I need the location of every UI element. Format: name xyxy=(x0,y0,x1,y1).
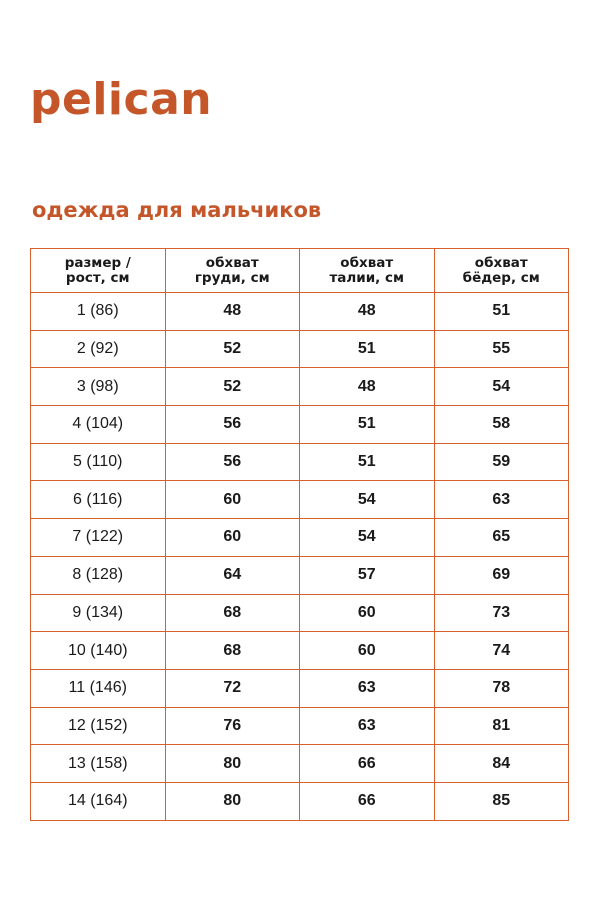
hips-cell: 74 xyxy=(434,632,569,670)
chest-cell: 68 xyxy=(165,594,300,632)
hips-cell: 58 xyxy=(434,406,569,444)
chest-cell: 76 xyxy=(165,707,300,745)
size-cell: 13 (158) xyxy=(31,745,166,783)
table-row xyxy=(31,330,569,368)
column-header-line: обхват xyxy=(205,254,259,271)
size-cell: 1 (86) xyxy=(31,293,166,331)
hips-cell: 51 xyxy=(434,293,569,331)
chest-cell: 60 xyxy=(165,481,300,519)
table-row xyxy=(31,406,569,444)
chest-cell: 56 xyxy=(165,406,300,444)
waist-cell: 66 xyxy=(300,745,435,783)
column-header-line: рост, см xyxy=(65,269,130,286)
waist-cell: 57 xyxy=(300,556,435,594)
waist-cell: 63 xyxy=(300,669,435,707)
waist-cell: 60 xyxy=(300,594,435,632)
hips-cell: 69 xyxy=(434,556,569,594)
size-cell: 3 (98) xyxy=(31,368,166,406)
brand-logo: pelican xyxy=(30,74,213,125)
chest-cell: 52 xyxy=(165,368,300,406)
size-cell: 14 (164) xyxy=(31,782,166,820)
column-header-line: размер / xyxy=(64,254,131,271)
chest-cell: 64 xyxy=(165,556,300,594)
table-row xyxy=(31,481,569,519)
chest-cell: 52 xyxy=(165,330,300,368)
header-waist xyxy=(300,249,435,293)
size-cell: 9 (134) xyxy=(31,594,166,632)
hips-cell: 73 xyxy=(434,594,569,632)
table-row xyxy=(31,745,569,783)
chest-cell: 80 xyxy=(165,745,300,783)
table-row xyxy=(31,669,569,707)
table-row xyxy=(31,368,569,406)
chest-cell: 48 xyxy=(165,293,300,331)
hips-cell: 59 xyxy=(434,443,569,481)
hips-cell: 78 xyxy=(434,669,569,707)
column-header-line: груди, см xyxy=(194,269,270,286)
size-cell: 4 (104) xyxy=(31,406,166,444)
hips-cell: 54 xyxy=(434,368,569,406)
size-cell: 11 (146) xyxy=(31,669,166,707)
waist-cell: 54 xyxy=(300,519,435,557)
table-row xyxy=(31,632,569,670)
waist-cell: 63 xyxy=(300,707,435,745)
waist-cell: 51 xyxy=(300,443,435,481)
chest-cell: 68 xyxy=(165,632,300,670)
column-header-line: бёдер, см xyxy=(462,269,540,286)
chest-cell: 60 xyxy=(165,519,300,557)
size-chart-table xyxy=(30,248,569,821)
hips-cell: 55 xyxy=(434,330,569,368)
table-row xyxy=(31,293,569,331)
waist-cell: 66 xyxy=(300,782,435,820)
hips-cell: 63 xyxy=(434,481,569,519)
waist-cell: 51 xyxy=(300,330,435,368)
size-cell: 6 (116) xyxy=(31,481,166,519)
hips-cell: 81 xyxy=(434,707,569,745)
table-row xyxy=(31,594,569,632)
column-header-line: талии, см xyxy=(329,269,405,286)
size-cell: 8 (128) xyxy=(31,556,166,594)
size-cell: 5 (110) xyxy=(31,443,166,481)
waist-cell: 48 xyxy=(300,368,435,406)
chest-cell: 72 xyxy=(165,669,300,707)
waist-cell: 48 xyxy=(300,293,435,331)
waist-cell: 54 xyxy=(300,481,435,519)
size-cell: 7 (122) xyxy=(31,519,166,557)
table-row xyxy=(31,556,569,594)
header-chest xyxy=(165,249,300,293)
header-size-height xyxy=(31,249,166,293)
header-row xyxy=(31,249,569,293)
chest-cell: 56 xyxy=(165,443,300,481)
header-hips xyxy=(434,249,569,293)
size-cell: 10 (140) xyxy=(31,632,166,670)
table-row xyxy=(31,782,569,820)
page-title: одежда для мальчиков xyxy=(32,198,322,222)
waist-cell: 60 xyxy=(300,632,435,670)
size-cell: 2 (92) xyxy=(31,330,166,368)
size-cell: 12 (152) xyxy=(31,707,166,745)
table-row xyxy=(31,443,569,481)
hips-cell: 84 xyxy=(434,745,569,783)
hips-cell: 85 xyxy=(434,782,569,820)
table-body xyxy=(31,293,569,821)
table-row xyxy=(31,707,569,745)
table-header xyxy=(31,249,569,293)
waist-cell: 51 xyxy=(300,406,435,444)
column-header-line: обхват xyxy=(340,254,394,271)
hips-cell: 65 xyxy=(434,519,569,557)
chest-cell: 80 xyxy=(165,782,300,820)
column-header-line: обхват xyxy=(474,254,528,271)
table-row xyxy=(31,519,569,557)
